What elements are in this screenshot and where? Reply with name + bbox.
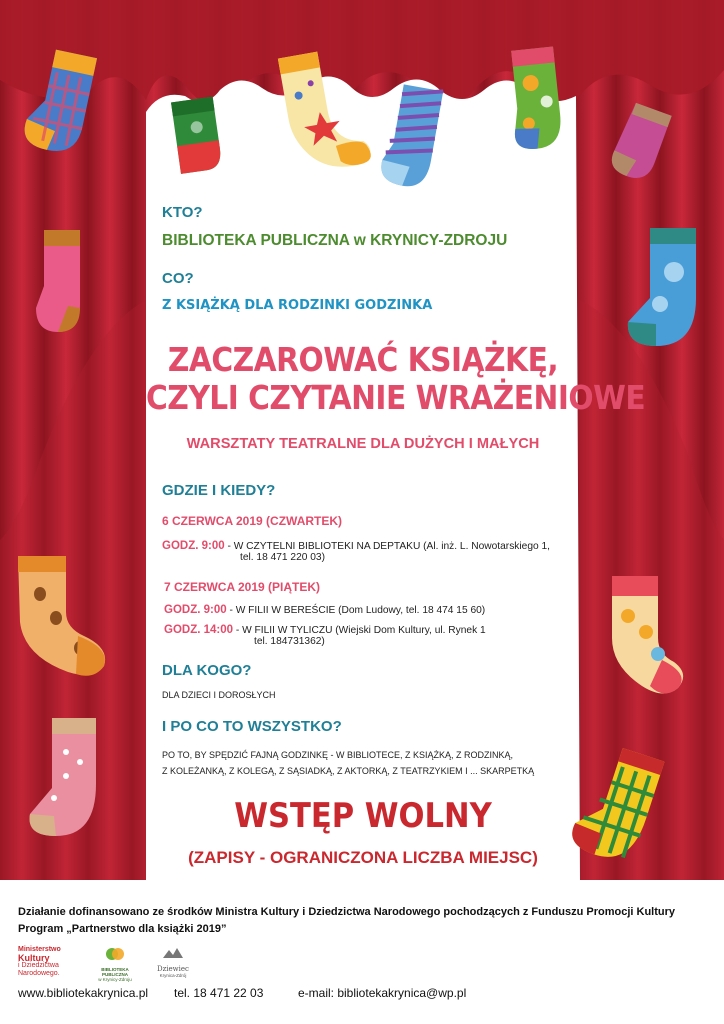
dziewiec-logo-icon bbox=[161, 946, 185, 960]
slot-place: - W FILII W BEREŚCIE (Dom Ludowy, tel. 18 474 15 60) bbox=[226, 605, 486, 616]
sock-acorns-icon bbox=[18, 556, 105, 676]
slot-hour: GODZ. 14:00 bbox=[164, 624, 234, 636]
sock-blue-drops-icon bbox=[628, 228, 696, 346]
subtitle: WARSZTATY TEATRALNE DLA DUŻYCH I MAŁYCH bbox=[186, 436, 540, 452]
footer bbox=[0, 880, 724, 1024]
sock-pink-left-icon bbox=[36, 230, 80, 332]
library-logo-icon bbox=[104, 946, 126, 962]
logo1-line4: Narodowego. bbox=[18, 970, 60, 977]
entry-free: WSTĘP WOLNY bbox=[234, 796, 492, 836]
website-link[interactable]: www.bibliotekakrynica.pl bbox=[18, 986, 149, 1000]
logo1-line1: Ministerstwo bbox=[18, 946, 61, 953]
what-heading: CO? bbox=[162, 270, 194, 287]
title-line1: ZACZAROWAĆ KSIĄŻKĘ, bbox=[167, 340, 559, 379]
who-heading: KTO? bbox=[162, 204, 203, 221]
slot-hour: GODZ. 9:00 bbox=[164, 604, 227, 616]
sock-plaid-icon bbox=[21, 47, 97, 157]
slot-place: - W FILII W TYLICZU (Wiejski Dom Kultury, ul. Rynek 1 bbox=[233, 625, 486, 636]
dziewiec-logo bbox=[148, 946, 198, 978]
email-link[interactable]: e-mail: bibliotekakrynica@wp.pl bbox=[298, 986, 467, 1000]
why-line1: PO TO, BY SPĘDZIĆ FAJNĄ GODZINKĘ - W BIBLIOTECE, Z KSIĄŻKĄ, Z RODZINKĄ, bbox=[162, 750, 514, 760]
library-logo bbox=[90, 946, 140, 982]
schedule-slot bbox=[162, 536, 550, 554]
for-whom-heading: DLA KOGO? bbox=[162, 662, 252, 679]
sock-green-red-icon bbox=[171, 97, 223, 174]
funding-note bbox=[18, 904, 718, 938]
why-line2: Z KOLEŻANKĄ, Z KOLEGĄ, Z SĄSIADKĄ, Z AKTORKĄ, Z TEATRZYKIEM I ... SKARPETKĄ bbox=[162, 766, 535, 776]
funding-line2: Program „Partnerstwo dla książki 2019” bbox=[18, 923, 227, 935]
sock-pink-dots-icon bbox=[30, 718, 96, 836]
phone: tel. 18 471 22 03 bbox=[174, 986, 264, 1000]
logo2-line1: BIBLIOTEKA PUBLICZNA bbox=[101, 967, 129, 977]
sock-blue-stripes-icon bbox=[378, 83, 443, 190]
what-value: Z KSIĄŻKĄ DLA RODZINKI GODZINKA bbox=[162, 298, 433, 313]
schedule-slot bbox=[164, 600, 485, 618]
sock-green-plaid-icon bbox=[567, 741, 664, 866]
sock-flowers-right-icon bbox=[612, 576, 683, 694]
entry-note: (ZAPISY - OGRANICZONA LICZBA MIEJSC) bbox=[188, 848, 538, 867]
slot-place-cont: tel. 184731362) bbox=[254, 636, 325, 647]
sock-green-flowers-icon bbox=[506, 46, 563, 150]
logo3-line2: Krynica-Zdrój bbox=[159, 973, 187, 978]
funding-line1: Działanie dofinansowano ze środków Ministra Kultury i Dziedzictwa Narodowego pochodzących z Funduszu Promocji Kultury bbox=[18, 906, 676, 918]
logo1-line3: i Dziedzictwa bbox=[18, 962, 59, 969]
logo1-line2: Kultury bbox=[18, 953, 50, 963]
slot-hour: GODZ. 9:00 bbox=[162, 540, 225, 552]
date-1: 6 CZERWCA 2019 (CZWARTEK) bbox=[162, 514, 343, 528]
logo2-line2: w Krynicy-Zdroju bbox=[98, 977, 132, 982]
why-heading: I PO CO TO WSZYSTKO? bbox=[162, 718, 342, 735]
logo3-line1: Dziewiec bbox=[157, 965, 189, 973]
sock-pink-right-icon bbox=[607, 101, 671, 183]
where-heading: GDZIE I KIEDY? bbox=[162, 482, 276, 499]
slot-place-cont: tel. 18 471 220 03) bbox=[240, 552, 325, 563]
title-line2: CZYLI CZYTANIE WRAŻENIOWE bbox=[146, 378, 646, 417]
date-2: 7 CZERWCA 2019 (PIĄTEK) bbox=[164, 580, 321, 594]
sock-stars-icon bbox=[278, 46, 373, 176]
schedule-slot bbox=[164, 620, 486, 638]
who-value: BIBLIOTEKA PUBLICZNA w KRYNICY-ZDROJU bbox=[162, 232, 508, 249]
for-whom-value: DLA DZIECI I DOROSŁYCH bbox=[162, 690, 276, 700]
ministry-logo bbox=[18, 946, 82, 978]
slot-place: - W CZYTELNI BIBLIOTEKI NA DEPTAKU (Al. inż. L. Nowotarskiego 1, bbox=[224, 541, 550, 552]
